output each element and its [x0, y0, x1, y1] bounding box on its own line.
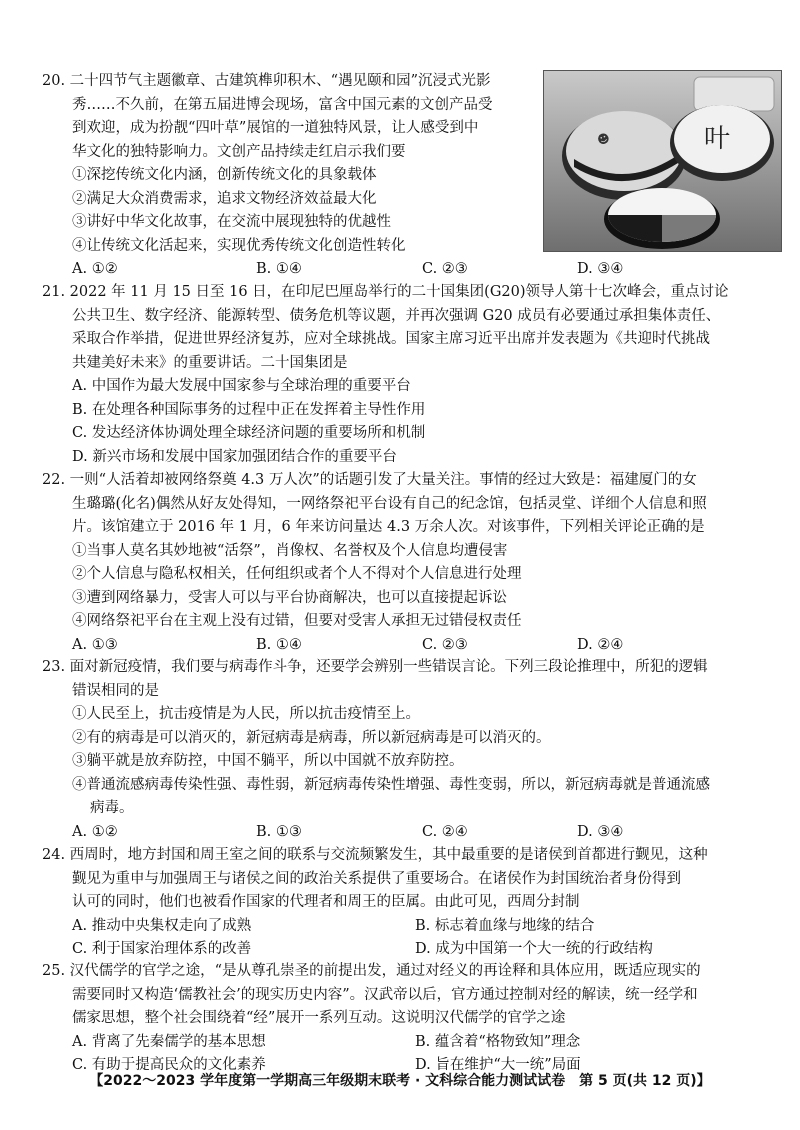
question-22-statement-4: ④网络祭祀平台在主观上没有过错，但要对受害人承担无过错侵权责任 — [72, 613, 522, 629]
badge-right — [670, 105, 774, 181]
option-d: D. ③④ — [577, 261, 624, 277]
question-24 — [42, 844, 778, 962]
question-22-stem-line: 22. 一则“人活着却被网络祭奠 4.3 万人次”的话题引发了大量关注。事情的经过大致是：福建厦门的女 — [42, 472, 697, 488]
question-25-stem-line: 25. 汉代儒学的官学之途，“是从尊孔崇圣的前提出发，通过对经义的再诠释和具体应用，既适应现实的 — [42, 963, 701, 979]
question-23-options — [42, 821, 778, 845]
question-25 — [42, 960, 778, 1078]
question-20-stem-line: 到欢迎，成为扮靓“四叶草”展馆的一道独特风景，让人感受到中 — [72, 120, 479, 136]
question-23 — [42, 656, 778, 844]
question-20-statement-1: ①深挖传统文化内涵，创新传统文化的具象载体 — [72, 167, 377, 183]
option-b: B. 蕴含着“格物致知”理念 — [415, 1033, 581, 1050]
question-23-statement-1: ①人民至上，抗击疫情是为人民，所以抗击疫情至上。 — [72, 706, 420, 722]
question-21-option-d: D. 新兴市场和发展中国家加强团结合作的重要平台 — [72, 448, 397, 465]
question-20-statement-2: ②满足大众消费需求，追求文物经济效益最大化 — [72, 190, 377, 207]
question-20-stem-line: 华文化的独特影响力。文创产品持续走红启示我们要 — [72, 143, 406, 160]
question-23-statement-3: ③躺平就是放弃防控，中国不躺平，所以中国就不放弃防控。 — [72, 753, 464, 769]
question-24-options-row-2 — [42, 938, 778, 962]
question-25-stem-line: 儒家思想，整个社会围绕着“经”展开一系列互动。这说明汉代儒学的官学之途 — [72, 1010, 566, 1026]
question-22-statement-1: ①当事人莫名其妙地被“活祭”，肖像权、名誉权及个人信息均遭侵害 — [72, 542, 508, 559]
question-21-stem-line: 共建美好未来》的重要讲话。二十国集团是 — [72, 354, 348, 371]
badges-photo-illustration — [544, 71, 781, 251]
option-b: B. ①④ — [256, 261, 302, 277]
svg-text:☻: ☻ — [595, 130, 612, 148]
question-23-stem-line: 23. 面对新冠疫情，我们要与病毒作斗争，还要学会辨别一些错误言论。下列三段论推理中，所犯的逻辑 — [42, 659, 708, 675]
badge-text: 叶 — [704, 124, 731, 154]
question-20-statement-4: ④让传统文化活起来，实现优秀传统文化创造性转化 — [72, 237, 406, 254]
question-20-stem-line: 20. 二十四节气主题徽章、古建筑榫卯积木、“遇见颐和园”沉浸式光影 — [42, 73, 491, 89]
option-c: C. 利于国家治理体系的改善 — [72, 941, 252, 957]
question-21-option-c: C. 发达经济体协调处理全球经济问题的重要场所和机制 — [72, 425, 426, 441]
option-a: A. ①② — [72, 261, 118, 277]
question-21-stem-line: 21. 2022 年 11 月 15 日至 16 日，在印尼巴厘岛举行的二十国集团(G20)领导人第十七次峰会，重点讨论 — [42, 284, 729, 300]
option-d: D. ③④ — [577, 823, 624, 840]
option-a: A. ①② — [72, 823, 118, 840]
question-21-stem-line: 采取合作举措，促进世界经济复苏，应对全球挑战。国家主席习近平出席并发表题为《共迎时代挑战 — [72, 331, 710, 347]
question-22-stem-line: 片。该馆建立于 2016 年 1 月，6 年来访问量达 4.3 万余人次。对该事件，下列相关评论正确的是 — [72, 519, 705, 535]
option-d: D. 成为中国第一个大一统的行政结构 — [415, 941, 653, 957]
option-b: B. 标志着血缘与地缘的结合 — [415, 917, 595, 934]
question-20-statement-3: ③讲好中华文化故事，在交流中展现独特的优越性 — [72, 214, 391, 230]
question-21 — [42, 281, 778, 469]
option-a: A. 推动中央集权走向了成熟 — [72, 917, 252, 934]
page-footer: 【2022～2023 学年度第一学期高三年级期末联考 · 文科综合能力测试试卷 第 5 页(共 12 页)】 — [89, 1073, 711, 1089]
option-d: D. ②④ — [577, 636, 624, 653]
question-25-options-row-1 — [42, 1031, 778, 1055]
question-25-stem-line: 需要同时又构造‘儒教社会’的现实历史内容”。汉武帝以后，官方通过控制对经的解读，统一经学和 — [72, 986, 698, 1003]
question-24-options-row-1 — [42, 915, 778, 939]
question-22 — [42, 469, 778, 657]
option-c: C. ②③ — [422, 636, 468, 653]
question-20-options — [42, 258, 778, 282]
question-22-options — [42, 634, 778, 658]
option-a: A. ①③ — [72, 636, 118, 653]
option-c: C. 有助于提高民众的文化素养 — [72, 1057, 266, 1073]
question-23-statement-4-cont: 病毒。 — [90, 800, 134, 816]
option-c: C. ②③ — [422, 261, 468, 277]
question-21-option-b: B. 在处理各种国际事务的过程中正在发挥着主导性作用 — [72, 401, 426, 418]
question-24-stem-line: 24. 西周时，地方封国和周王室之间的联系与交流频繁发生，其中最重要的是诸侯到首都进行觐见，这种 — [42, 847, 708, 863]
option-a: A. 背离了先秦儒学的基本思想 — [72, 1033, 266, 1050]
question-23-statement-4: ④普通流感病毒传染性强、毒性弱，新冠病毒传染性增强、毒性变弱，所以，新冠病毒就是普通流感 — [72, 776, 710, 793]
question-24-stem-line: 认可的同时，他们也被看作国家的代理者和周王的臣属。由此可见，西周分封制 — [72, 894, 580, 910]
question-23-statement-2: ②有的病毒是可以消灭的，新冠病毒是病毒，所以新冠病毒是可以消灭的。 — [72, 729, 551, 746]
option-c: C. ②④ — [422, 823, 468, 840]
question-24-stem-line: 觐见为重申与加强周王与诸侯之间的政治关系提供了重要场合。在诸侯作为封国统治者身份得到 — [72, 870, 681, 887]
question-22-statement-2: ②个人信息与隐私权相关，任何组织或者个人不得对个人信息进行处理 — [72, 566, 522, 582]
question-22-statement-3: ③遭到网络暴力，受害人可以与平台协商解决，也可以直接提起诉讼 — [72, 589, 507, 606]
question-23-stem-line: 错误相同的是 — [72, 682, 159, 699]
question-21-stem-line: 公共卫生、数字经济、能源转型、债务危机等议题，并再次强调 G20 成员有必要通过承担集体责任、 — [72, 307, 721, 324]
option-b: B. ①③ — [256, 823, 302, 840]
question-22-stem-line: 生璐璐(化名)偶然从好友处得知，一网络祭祀平台设有自己的纪念馆，包括灵堂、详细个人信息和照 — [72, 495, 707, 512]
question-21-option-a: A. 中国作为最大发展中国家参与全球治理的重要平台 — [72, 378, 411, 394]
option-d: D. 旨在维护“大一统”局面 — [415, 1057, 581, 1073]
badges-photo — [543, 70, 782, 252]
question-20-stem-line: 秀……不久前，在第五届进博会现场，富含中国元素的文创产品受 — [72, 96, 493, 113]
option-b: B. ①④ — [256, 636, 302, 653]
